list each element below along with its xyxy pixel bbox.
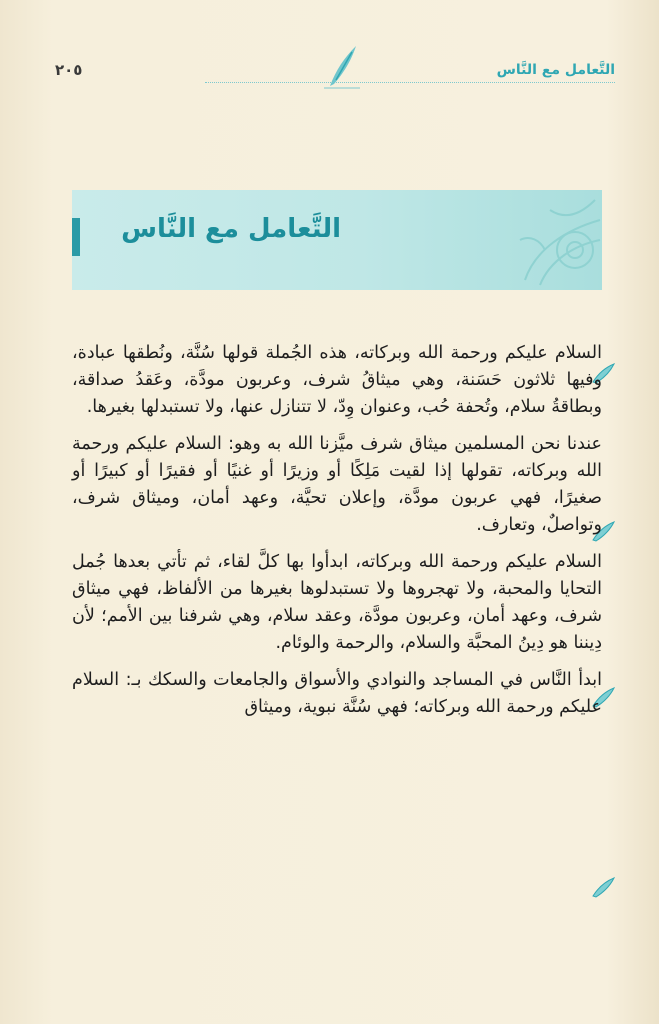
arabesque-pattern-icon bbox=[505, 190, 602, 290]
running-title: التَّعامل مع النَّاس bbox=[496, 62, 615, 78]
section-title: التَّعامل مع النَّاس bbox=[121, 214, 341, 244]
paragraph: عندنا نحن المسلمين ميثاق شرف ميَّزنا الله به وهو: السلام عليكم ورحمة الله وبركاته، تقولها إذا لقيت مَلِكًا أو وزيرًا أو غنيًا أو فقيرًا أو كبيرًا أو صغيرًا، فهي عربون مودَّة، وإعلان تحيَّة، وعهد أمان، وميثاق شرف، وتواصلٌ، وتعارف. bbox=[72, 434, 602, 535]
leaf-marker-icon bbox=[590, 876, 616, 898]
header-divider bbox=[205, 82, 615, 83]
paragraph: السلام عليكم ورحمة الله وبركاته، هذه الجُملة قولها سُنَّة، ونُطقها عبادة، وفيها ثلاثون حَسَنة، وهي ميثاقُ شرف، وعربون مودَّة، وعَقدُ صداقة، وبطاقةُ سلام، وتُحفة حُب، وعنوان وِدّ، لا تتنازل عنها، ولا تستبدلها بغيرها. bbox=[72, 343, 602, 417]
paragraph: السلام عليكم ورحمة الله وبركاته، ابدأوا بها كلَّ لقاء، ثم تأتي بعدها جُمل التحايا والمحبة، ولا تهجروها ولا تستبدلوها بغيرها من الألفاظ، فهي ميثاق شرف، وعهد أمان، وعربون مودَّة، وعقد سلام، وهي شرفنا بين الأمم؛ لأن دِيننا هو دِينُ المحبَّة والسلام، والرحمة والوئام. bbox=[72, 552, 602, 653]
body-text bbox=[72, 340, 602, 731]
paragraph: ابدأ النَّاس في المساجد والنوادي والأسواق والجامعات والسكك بـ: السلام عليكم ورحمة الله وبركاته؛ فهي سُنَّة نبوية، وميثاق bbox=[72, 670, 602, 717]
quill-ornament-icon bbox=[322, 40, 362, 90]
title-accent-bar bbox=[72, 218, 80, 256]
page-number: ٢٠٥ bbox=[55, 61, 83, 79]
